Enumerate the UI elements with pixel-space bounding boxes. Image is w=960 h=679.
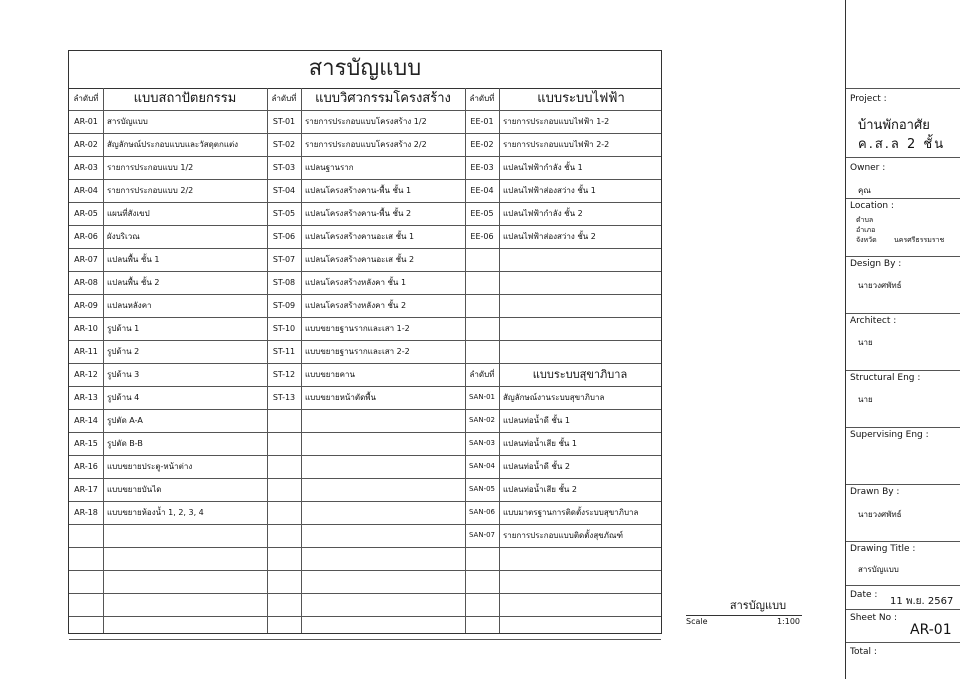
column-header-no: ลำดับที่ (469, 370, 495, 379)
column-header-structure: แบบวิศวกรรมโครงสร้าง (315, 91, 451, 106)
architect-value: นาย (858, 338, 873, 347)
sheet-name: รายการประกอบแบบไฟฟ้า 2-2 (503, 140, 610, 149)
sheet-code: EE-01 (470, 117, 494, 126)
sheet-code: ST-06 (272, 232, 296, 241)
sheet-name: แปลนท่อน้ำเสีย ชั้น 2 (503, 485, 578, 494)
divider (846, 642, 960, 643)
divider (846, 427, 960, 428)
sheet-code: EE-02 (470, 140, 494, 149)
total-label: Total : (850, 647, 877, 657)
sheet-name: แปลนโครงสร้างคานอะเส ชั้น 2 (305, 255, 415, 264)
sheet-name: แผนที่สังเขป (107, 209, 150, 218)
scale-label: Scale (686, 617, 708, 626)
sheet-name: สัญลักษณ์ประกอบแบบและวัสดุตกแต่ง (107, 140, 239, 149)
column-header-sanitary: แบบระบบสุขาภิบาล (532, 368, 628, 381)
column-header-electrical: แบบระบบไฟฟ้า (537, 91, 625, 106)
divider (846, 198, 960, 199)
sheet-name: แบบขยายบันได (107, 485, 162, 494)
sheet-name: แบบขยายประตู-หน้าต่าง (107, 462, 193, 471)
sheet-code: AR-16 (74, 462, 98, 471)
row-divider (69, 616, 661, 617)
structural-eng-value: นาย (858, 395, 873, 404)
sheet-code: ST-03 (272, 163, 296, 172)
sheet-code: SAN-06 (468, 508, 496, 516)
sheet-code: AR-03 (74, 163, 98, 172)
sheet-name: แปลนโครงสร้างหลังคา ชั้น 2 (305, 301, 407, 310)
row-divider (69, 593, 661, 594)
column-divider (499, 88, 500, 633)
sheet-name: แปลนโครงสร้างคาน-พื้น ชั้น 2 (305, 209, 412, 218)
divider (846, 585, 960, 586)
owner-value: คุณ (858, 186, 871, 195)
divider (846, 609, 960, 610)
sheet-name: แปลนหลังคา (107, 301, 152, 310)
sheet-code: ST-07 (272, 255, 296, 264)
drawing-title-label: Drawing Title : (850, 544, 916, 554)
sheet-name: รูปด้าน 1 (107, 324, 140, 333)
sheet-code: AR-08 (74, 278, 98, 287)
sheet-code: AR-11 (74, 347, 98, 356)
row-divider (69, 639, 661, 640)
design-by-label: Design By : (850, 259, 902, 269)
sheet-code: SAN-04 (468, 462, 496, 470)
sheet-code: ST-05 (272, 209, 296, 218)
sheet-name: แปลนไฟฟ้าส่องสว่าง ชั้น 2 (503, 232, 596, 241)
sheet-name: รายการประกอบแบบ 1/2 (107, 163, 194, 172)
sheet-code: AR-05 (74, 209, 98, 218)
design-by-value: นายวงศพัทธ์ (858, 281, 902, 290)
sheet-code: AR-01 (74, 117, 98, 126)
sheet-name: รูปด้าน 2 (107, 347, 140, 356)
sheet-name: รายการประกอบแบบติดตั้งสุขภัณฑ์ (503, 531, 623, 540)
divider (846, 484, 960, 485)
sheet-code: SAN-05 (468, 485, 496, 493)
sheet-name: แปลนท่อน้ำดี ชั้น 1 (503, 416, 570, 425)
project-name-line2: ค.ส.ล 2 ชั้น (858, 137, 946, 152)
sheet-code: AR-02 (74, 140, 98, 149)
sheet-name: แบบขยายหน้าตัดพื้น (305, 393, 377, 402)
sheet-code: ST-13 (272, 393, 296, 402)
sheet-code: ST-04 (272, 186, 296, 195)
sheet-name: รายการประกอบแบบโครงสร้าง 2/2 (305, 140, 427, 149)
sheet-code: SAN-07 (468, 531, 496, 539)
drawing-title-value: สารบัญแบบ (858, 565, 899, 574)
sheet-code: ST-11 (272, 347, 296, 356)
sheet-code: ST-09 (272, 301, 296, 310)
sheet-name: แปลนไฟฟ้ากำลัง ชั้น 2 (503, 209, 583, 218)
sheet-name: แบบขยายคาน (305, 370, 355, 379)
sheet-name: แบบขยายฐานรากและเสา 2-2 (305, 347, 410, 356)
sheet-name: ผังบริเวณ (107, 232, 140, 241)
row-divider (69, 570, 661, 571)
divider (846, 256, 960, 257)
sheet-name: แปลนโครงสร้างหลังคา ชั้น 1 (305, 278, 407, 287)
sheet-code: ST-02 (272, 140, 296, 149)
sheet-code: ST-10 (272, 324, 296, 333)
divider (846, 157, 960, 158)
column-header-no: ลำดับที่ (271, 94, 297, 103)
sheet-name: แปลนไฟฟ้ากำลัง ชั้น 1 (503, 163, 583, 172)
drawn-by-label: Drawn By : (850, 487, 900, 497)
sheet-code: AR-09 (74, 301, 98, 310)
sheet-no-label: Sheet No : (850, 613, 898, 623)
sheet-name: แปลนพื้น ชั้น 1 (107, 255, 160, 264)
divider (846, 88, 960, 89)
sheet-code: AR-10 (74, 324, 98, 333)
column-header-no: ลำดับที่ (73, 94, 99, 103)
sheet-name: รายการประกอบแบบไฟฟ้า 1-2 (503, 117, 610, 126)
sheet-code: EE-05 (470, 209, 494, 218)
divider (846, 541, 960, 542)
sheet-code: AR-14 (74, 416, 98, 425)
sheet-code: EE-04 (470, 186, 494, 195)
sheet-name: สัญลักษณ์งานระบบสุขาภิบาล (503, 393, 605, 402)
sheet-name: รูปตัด A-A (107, 416, 143, 425)
structural-eng-label: Structural Eng : (850, 373, 921, 383)
row-divider (69, 547, 661, 548)
sheet-code: AR-17 (74, 485, 98, 494)
sheet-code: AR-04 (74, 186, 98, 195)
sheet-code: SAN-01 (468, 393, 496, 401)
sheet-code: AR-12 (74, 370, 98, 379)
sheet-code: AR-07 (74, 255, 98, 264)
sheet-code: AR-18 (74, 508, 98, 517)
date-label: Date : (850, 590, 878, 600)
sheet-name: รายการประกอบแบบโครงสร้าง 1/2 (305, 117, 427, 126)
sheet-name: แปลนท่อน้ำดี ชั้น 2 (503, 462, 570, 471)
sheet-code: ST-08 (272, 278, 296, 287)
sheet-code: AR-15 (74, 439, 98, 448)
sheet-name: แปลนโครงสร้างคานอะเส ชั้น 1 (305, 232, 415, 241)
location-amphoe: อำเภอ (856, 226, 876, 234)
sheet-name: รูปด้าน 4 (107, 393, 140, 402)
drawing-index-table (68, 50, 662, 634)
location-province: นครศรีธรรมราช (894, 236, 945, 244)
sheet-name: แปลนฐานราก (305, 163, 354, 172)
column-header-no: ลำดับที่ (469, 94, 495, 103)
project-label: Project : (850, 94, 887, 104)
sheet-name: รูปตัด B-B (107, 439, 143, 448)
sheet-code: EE-03 (470, 163, 494, 172)
sheet-code: SAN-03 (468, 439, 496, 447)
sheet-name: แปลนท่อน้ำเสีย ชั้น 1 (503, 439, 578, 448)
sheet-name: แปลนไฟฟ้าส่องสว่าง ชั้น 1 (503, 186, 596, 195)
sheet-code: AR-06 (74, 232, 98, 241)
scale-value: 1:100 (776, 617, 800, 626)
divider (846, 313, 960, 314)
column-header-architecture: แบบสถาปัตยกรรม (133, 91, 237, 106)
caption-title: สารบัญแบบ (729, 599, 787, 612)
index-title: สารบัญแบบ (69, 51, 661, 89)
owner-label: Owner : (850, 163, 886, 173)
sheet-name: แบบขยายฐานรากและเสา 1-2 (305, 324, 410, 333)
sheet-name: แบบมาตรฐานการติดตั้งระบบสุขาภิบาล (503, 508, 639, 517)
location-tambon: ตำบล (856, 216, 874, 224)
sheet-name: แบบขยายห้องน้ำ 1, 2, 3, 4 (107, 508, 204, 517)
sheet-name: รายการประกอบแบบ 2/2 (107, 186, 194, 195)
project-name-line1: บ้านพักอาศัย (858, 118, 930, 133)
sheet-code: ST-01 (272, 117, 296, 126)
sheet-name: รูปด้าน 3 (107, 370, 140, 379)
column-divider (301, 88, 302, 633)
supervising-eng-label: Supervising Eng : (850, 430, 929, 440)
title-block (845, 0, 960, 679)
column-divider (103, 88, 104, 633)
drawing-caption (686, 596, 802, 628)
sheet-name: แปลนโครงสร้างคาน-พื้น ชั้น 1 (305, 186, 412, 195)
sheet-code: ST-12 (272, 370, 296, 379)
drawn-by-value: นายวงศพัทธ์ (858, 510, 902, 519)
architect-label: Architect : (850, 316, 897, 326)
location-label: Location : (850, 201, 894, 211)
sheet-name: สารบัญแบบ (107, 117, 148, 126)
sheet-no-value: AR-01 (910, 622, 952, 638)
date-value: 11 พ.ย. 2567 (890, 596, 954, 607)
sheet-name: แปลนพื้น ชั้น 2 (107, 278, 160, 287)
sheet-code: SAN-02 (468, 416, 496, 424)
location-province-label: จังหวัด (856, 236, 877, 244)
divider (846, 370, 960, 371)
sheet-code: AR-13 (74, 393, 98, 402)
sheet-code: EE-06 (470, 232, 494, 241)
